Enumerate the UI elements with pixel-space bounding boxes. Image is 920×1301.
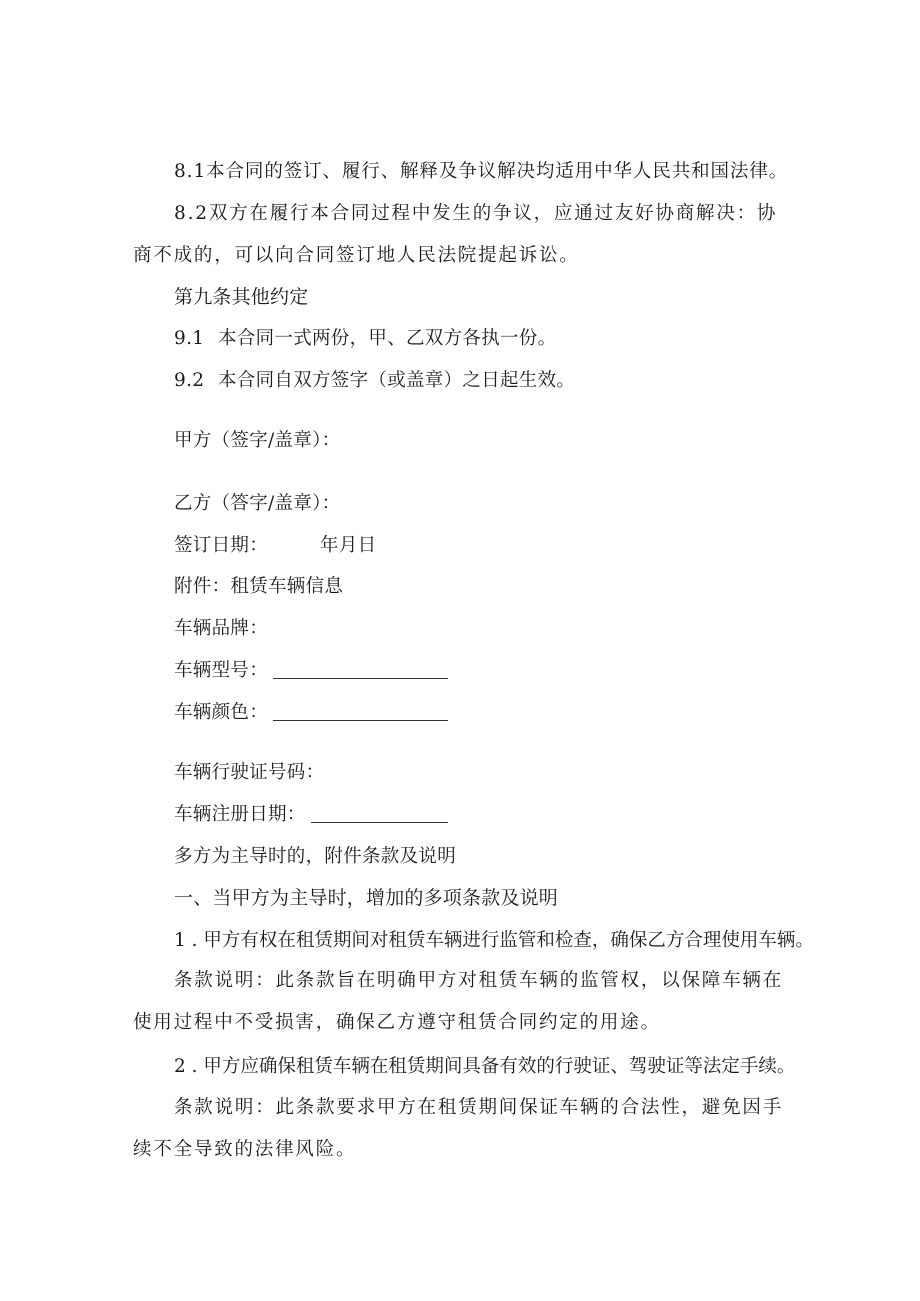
- vehicle-color-label: 车辆颜色：: [174, 702, 269, 723]
- section-9-title: 第九条其他约定: [174, 286, 309, 308]
- item-1-note: 条款说明：此条款旨在明确甲方对租赁车辆的监管权，以保障车辆在使用过程中不受损害，确保乙方遵守租赁合同约定的用途。: [133, 970, 784, 1033]
- vehicle-color-row: [174, 701, 268, 725]
- clause-9-1: [174, 327, 556, 351]
- multi-party-intro: 多方为主导时的，附件条款及说明: [174, 846, 457, 867]
- vehicle-brand-label: 车辆品牌：: [174, 618, 269, 639]
- vehicle-color-blank: [273, 720, 448, 721]
- vehicle-model-label: 车辆型号：: [174, 660, 269, 681]
- sign-date-value: 年月日: [320, 535, 377, 556]
- item-2: 2 . 甲方应确保租赁车辆在租赁期间具备有效的行驶证、驾驶证等法定手续。: [174, 1056, 796, 1077]
- clause-9-1-text: 本合同一式两份，甲、乙双方各执一份。: [218, 328, 557, 349]
- clause-9-2: [174, 369, 575, 393]
- clause-8-1: 8.1本合同的签订、履行、解释及争议解决均适用中华人民共和国法律。: [174, 161, 789, 182]
- vehicle-reg-date-row: [174, 803, 306, 827]
- item-2-note: 条款说明：此条款要求甲方在租赁期间保证车辆的合法性，避免因手续不全导致的法律风险。: [133, 1097, 784, 1160]
- party-a-signature-label: 甲方（签字/盖章）：: [174, 430, 341, 451]
- vehicle-reg-date-blank: [311, 822, 448, 823]
- vehicle-license-label: 车辆行驶证号码：: [174, 762, 325, 783]
- vehicle-model-blank: [273, 678, 448, 679]
- clause-9-2-number: 9.2: [174, 370, 205, 391]
- party-a-lead-heading: 一、当甲方为主导时，增加的多项条款及说明: [174, 887, 559, 909]
- sign-date-row: [174, 534, 376, 558]
- item-1: 1 . 甲方有权在租赁期间对租赁车辆进行监管和检查，确保乙方合理使用车辆。: [174, 930, 814, 951]
- clause-9-1-number: 9.1: [174, 328, 205, 349]
- vehicle-model-row: [174, 659, 268, 683]
- attachment-title: 附件：租赁车辆信息: [174, 576, 344, 597]
- clause-9-2-text: 本合同自双方签字（或盖章）之日起生效。: [218, 370, 576, 391]
- clause-8-2: 8.2双方在履行本合同过程中发生的争议，应通过友好协商解决：协商不成的，可以向合同签订地人民法院提起诉讼。: [133, 203, 778, 266]
- party-b-signature-label: 乙方（答字/盖章）：: [174, 493, 341, 514]
- vehicle-reg-date-label: 车辆注册日期：: [174, 804, 306, 825]
- sign-date-label: 签订日期：: [174, 535, 269, 556]
